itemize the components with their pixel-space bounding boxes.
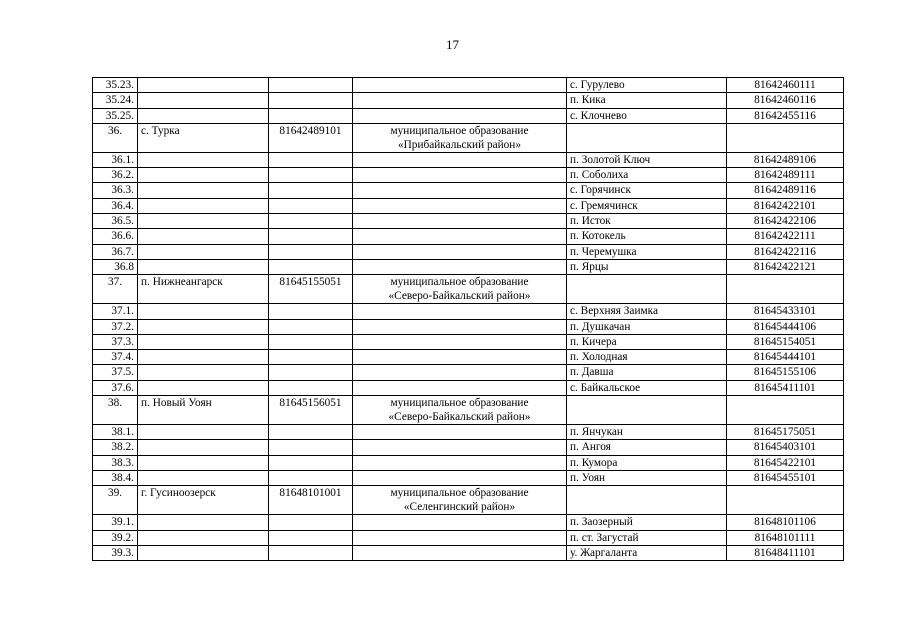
subsettlement-code-cell: 81645455101 bbox=[727, 470, 844, 485]
municipality-cell bbox=[353, 78, 567, 93]
row-number-cell: 37.2. bbox=[93, 319, 138, 334]
row-number-cell: 35.23. bbox=[93, 78, 138, 93]
subsettlement-code-cell bbox=[727, 123, 844, 152]
settlement-cell bbox=[138, 365, 269, 380]
row-number-cell: 39.3. bbox=[93, 545, 138, 560]
settlement-cell bbox=[138, 455, 269, 470]
row-number-cell: 37.1. bbox=[93, 304, 138, 319]
subsettlement-code-cell: 81645175051 bbox=[727, 425, 844, 440]
settlement-cell bbox=[138, 380, 269, 395]
subsettlement-code-cell: 81642455116 bbox=[727, 108, 844, 123]
oktmo-code-cell bbox=[269, 515, 353, 530]
table-row bbox=[93, 380, 844, 395]
table-row bbox=[93, 440, 844, 455]
oktmo-code-cell bbox=[269, 470, 353, 485]
row-number-cell: 36.1. bbox=[93, 152, 138, 167]
oktmo-code-cell bbox=[269, 304, 353, 319]
municipality-cell bbox=[353, 93, 567, 108]
settlement-cell bbox=[138, 152, 269, 167]
subsettlement-code-cell: 81645155106 bbox=[727, 365, 844, 380]
municipality-cell bbox=[353, 365, 567, 380]
table-row bbox=[93, 365, 844, 380]
oktmo-code-cell bbox=[269, 319, 353, 334]
row-number-cell: 36.3. bbox=[93, 183, 138, 198]
row-number-cell: 37. bbox=[93, 275, 138, 304]
municipality-line: муниципальное образование bbox=[390, 397, 529, 410]
municipality-cell bbox=[353, 425, 567, 440]
row-number-cell: 38.2. bbox=[93, 440, 138, 455]
municipality-cell bbox=[353, 259, 567, 274]
oktmo-code-cell bbox=[269, 334, 353, 349]
oktmo-code-cell bbox=[269, 78, 353, 93]
table-body bbox=[93, 78, 844, 561]
subsettlement-code-cell: 81642422101 bbox=[727, 198, 844, 213]
oktmo-code-cell: 81645156051 bbox=[269, 396, 353, 425]
row-number-cell: 37.5. bbox=[93, 365, 138, 380]
municipality-cell bbox=[353, 229, 567, 244]
row-number-cell: 36.2. bbox=[93, 168, 138, 183]
row-number-cell: 36.7. bbox=[93, 244, 138, 259]
row-number-cell: 38.4. bbox=[93, 470, 138, 485]
oktmo-code-cell bbox=[269, 152, 353, 167]
oktmo-code-cell bbox=[269, 545, 353, 560]
subsettlement-code-cell: 81642422116 bbox=[727, 244, 844, 259]
municipality-line: «Северо-Байкальский район» bbox=[388, 411, 531, 424]
subsettlement-cell: с. Верхняя Заимка bbox=[567, 304, 727, 319]
subsettlement-cell: у. Жаргаланта bbox=[567, 545, 727, 560]
subsettlement-cell bbox=[567, 123, 727, 152]
municipality-cell bbox=[353, 545, 567, 560]
subsettlement-cell: п. Заозерный bbox=[567, 515, 727, 530]
table-row bbox=[93, 78, 844, 93]
table-row bbox=[93, 183, 844, 198]
subsettlement-cell: п. ст. Загустай bbox=[567, 530, 727, 545]
row-number-cell: 39.1. bbox=[93, 515, 138, 530]
row-number-cell: 36.5. bbox=[93, 214, 138, 229]
subsettlement-cell: с. Гремячинск bbox=[567, 198, 727, 213]
settlement-cell: с. Турка bbox=[138, 123, 269, 152]
subsettlement-cell: п. Золотой Ключ bbox=[567, 152, 727, 167]
subsettlement-code-cell: 81642422121 bbox=[727, 259, 844, 274]
settlement-cell: г. Гусиноозерск bbox=[138, 486, 269, 515]
subsettlement-code-cell bbox=[727, 275, 844, 304]
municipality-line: «Северо-Байкальский район» bbox=[388, 290, 531, 303]
settlement-cell bbox=[138, 183, 269, 198]
subsettlement-cell: с. Клочнево bbox=[567, 108, 727, 123]
subsettlement-cell bbox=[567, 396, 727, 425]
subsettlement-cell: п. Котокель bbox=[567, 229, 727, 244]
municipality-cell bbox=[353, 350, 567, 365]
subsettlement-code-cell: 81648101111 bbox=[727, 530, 844, 545]
settlement-cell bbox=[138, 515, 269, 530]
table-row bbox=[93, 350, 844, 365]
municipality-cell bbox=[353, 304, 567, 319]
settlement-cell bbox=[138, 108, 269, 123]
municipality-cell bbox=[353, 530, 567, 545]
municipality-cell bbox=[353, 108, 567, 123]
table-row bbox=[93, 198, 844, 213]
subsettlement-cell: п. Кика bbox=[567, 93, 727, 108]
settlement-cell bbox=[138, 334, 269, 349]
oktmo-code-cell bbox=[269, 214, 353, 229]
settlement-cell bbox=[138, 304, 269, 319]
row-number-cell: 36.8 bbox=[93, 259, 138, 274]
subsettlement-code-cell: 81645154051 bbox=[727, 334, 844, 349]
subsettlement-code-cell: 81642489116 bbox=[727, 183, 844, 198]
table-row bbox=[93, 244, 844, 259]
subsettlement-code-cell: 81642489111 bbox=[727, 168, 844, 183]
subsettlement-code-cell: 81645444106 bbox=[727, 319, 844, 334]
settlement-cell bbox=[138, 530, 269, 545]
municipality-cell bbox=[353, 275, 567, 304]
row-number-cell: 39. bbox=[93, 486, 138, 515]
subsettlement-code-cell: 81645411101 bbox=[727, 380, 844, 395]
table-row bbox=[93, 319, 844, 334]
settlement-cell bbox=[138, 545, 269, 560]
subsettlement-cell bbox=[567, 275, 727, 304]
municipality-cell bbox=[353, 152, 567, 167]
row-number-cell: 36.4. bbox=[93, 198, 138, 213]
subsettlement-code-cell: 81642422111 bbox=[727, 229, 844, 244]
oktmo-code-cell bbox=[269, 365, 353, 380]
oktmo-code-cell: 81642489101 bbox=[269, 123, 353, 152]
oktmo-code-cell bbox=[269, 425, 353, 440]
municipality-cell bbox=[353, 515, 567, 530]
municipality-cell bbox=[353, 334, 567, 349]
municipality-cell bbox=[353, 396, 567, 425]
municipality-cell bbox=[353, 440, 567, 455]
settlement-cell bbox=[138, 470, 269, 485]
settlement-cell bbox=[138, 78, 269, 93]
municipality-cell bbox=[353, 198, 567, 213]
subsettlement-code-cell: 81642489106 bbox=[727, 152, 844, 167]
table-row bbox=[93, 486, 844, 515]
subsettlement-code-cell: 81645403101 bbox=[727, 440, 844, 455]
settlement-cell: п. Новый Уоян bbox=[138, 396, 269, 425]
subsettlement-cell: с. Гурулево bbox=[567, 78, 727, 93]
subsettlement-code-cell: 81645444101 bbox=[727, 350, 844, 365]
settlement-cell bbox=[138, 425, 269, 440]
settlement-cell bbox=[138, 319, 269, 334]
oktmo-code-cell bbox=[269, 93, 353, 108]
subsettlement-code-cell: 81648101106 bbox=[727, 515, 844, 530]
subsettlement-cell: п. Ярцы bbox=[567, 259, 727, 274]
municipality-cell bbox=[353, 244, 567, 259]
row-number-cell: 38. bbox=[93, 396, 138, 425]
oktmo-code-cell bbox=[269, 455, 353, 470]
subsettlement-cell: п. Кумора bbox=[567, 455, 727, 470]
subsettlement-code-cell bbox=[727, 396, 844, 425]
municipality-cell bbox=[353, 123, 567, 152]
row-number-cell: 36. bbox=[93, 123, 138, 152]
page-number: 17 bbox=[446, 37, 459, 52]
subsettlement-code-cell bbox=[727, 486, 844, 515]
settlement-cell bbox=[138, 229, 269, 244]
table-row bbox=[93, 93, 844, 108]
municipality-cell bbox=[353, 168, 567, 183]
subsettlement-cell: п. Уоян bbox=[567, 470, 727, 485]
oktmo-code-cell bbox=[269, 229, 353, 244]
table-row bbox=[93, 214, 844, 229]
table-row bbox=[93, 530, 844, 545]
municipality-cell bbox=[353, 183, 567, 198]
oktmo-code-cell bbox=[269, 350, 353, 365]
subsettlement-cell: п. Душкачан bbox=[567, 319, 727, 334]
oktmo-code-cell bbox=[269, 440, 353, 455]
oktmo-code-cell bbox=[269, 168, 353, 183]
oktmo-code-cell bbox=[269, 380, 353, 395]
row-number-cell: 35.25. bbox=[93, 108, 138, 123]
row-number-cell: 37.6. bbox=[93, 380, 138, 395]
table-row bbox=[93, 396, 844, 425]
settlement-cell bbox=[138, 259, 269, 274]
subsettlement-cell: с. Байкальское bbox=[567, 380, 727, 395]
subsettlement-code-cell: 81648411101 bbox=[727, 545, 844, 560]
row-number-cell: 38.3. bbox=[93, 455, 138, 470]
table-row bbox=[93, 515, 844, 530]
row-number-cell: 39.2. bbox=[93, 530, 138, 545]
table-row bbox=[93, 259, 844, 274]
table-row bbox=[93, 168, 844, 183]
row-number-cell: 37.4. bbox=[93, 350, 138, 365]
table-row bbox=[93, 229, 844, 244]
municipality-line: муниципальное образование bbox=[390, 487, 529, 500]
table-row bbox=[93, 470, 844, 485]
oktmo-code-cell bbox=[269, 183, 353, 198]
subsettlement-cell: п. Янчукан bbox=[567, 425, 727, 440]
table-row bbox=[93, 455, 844, 470]
oktmo-code-cell: 81648101001 bbox=[269, 486, 353, 515]
oktmo-code-cell bbox=[269, 244, 353, 259]
table-row bbox=[93, 123, 844, 152]
table-row bbox=[93, 152, 844, 167]
subsettlement-cell: п. Кичера bbox=[567, 334, 727, 349]
table-row bbox=[93, 425, 844, 440]
table-row bbox=[93, 334, 844, 349]
subsettlement-code-cell: 81642422106 bbox=[727, 214, 844, 229]
municipality-cell bbox=[353, 214, 567, 229]
settlement-cell bbox=[138, 214, 269, 229]
settlement-cell bbox=[138, 244, 269, 259]
subsettlement-code-cell: 81642460116 bbox=[727, 93, 844, 108]
settlement-cell bbox=[138, 168, 269, 183]
oktmo-code-cell: 81645155051 bbox=[269, 275, 353, 304]
settlement-cell bbox=[138, 440, 269, 455]
oktmo-code-cell bbox=[269, 108, 353, 123]
table-row bbox=[93, 108, 844, 123]
subsettlement-cell: п. Ангоя bbox=[567, 440, 727, 455]
municipality-cell bbox=[353, 380, 567, 395]
subsettlement-code-cell: 81645433101 bbox=[727, 304, 844, 319]
subsettlement-cell: п. Давша bbox=[567, 365, 727, 380]
row-number-cell: 36.6. bbox=[93, 229, 138, 244]
subsettlement-cell: п. Холодная bbox=[567, 350, 727, 365]
row-number-cell: 38.1. bbox=[93, 425, 138, 440]
subsettlement-cell: п. Исток bbox=[567, 214, 727, 229]
municipality-line: «Прибайкальский район» bbox=[398, 138, 521, 151]
subsettlement-cell: с. Горячинск bbox=[567, 183, 727, 198]
oktmo-code-cell bbox=[269, 530, 353, 545]
subsettlement-code-cell: 81645422101 bbox=[727, 455, 844, 470]
municipality-line: «Селенгинский район» bbox=[403, 501, 516, 514]
table-row bbox=[93, 545, 844, 560]
settlement-cell bbox=[138, 198, 269, 213]
settlements-table bbox=[92, 77, 844, 561]
oktmo-code-cell bbox=[269, 198, 353, 213]
table-row bbox=[93, 304, 844, 319]
municipality-cell bbox=[353, 486, 567, 515]
oktmo-code-cell bbox=[269, 259, 353, 274]
subsettlement-cell bbox=[567, 486, 727, 515]
municipality-cell bbox=[353, 319, 567, 334]
municipality-cell bbox=[353, 455, 567, 470]
municipality-line: муниципальное образование bbox=[390, 124, 529, 137]
subsettlement-cell: п. Соболиха bbox=[567, 168, 727, 183]
settlement-cell bbox=[138, 93, 269, 108]
settlement-cell: п. Нижнеангарск bbox=[138, 275, 269, 304]
row-number-cell: 35.24. bbox=[93, 93, 138, 108]
settlement-cell bbox=[138, 350, 269, 365]
municipality-line: муниципальное образование bbox=[390, 276, 529, 289]
subsettlement-code-cell: 81642460111 bbox=[727, 78, 844, 93]
subsettlement-cell: п. Черемушка bbox=[567, 244, 727, 259]
table-row bbox=[93, 275, 844, 304]
row-number-cell: 37.3. bbox=[93, 334, 138, 349]
municipality-cell bbox=[353, 470, 567, 485]
